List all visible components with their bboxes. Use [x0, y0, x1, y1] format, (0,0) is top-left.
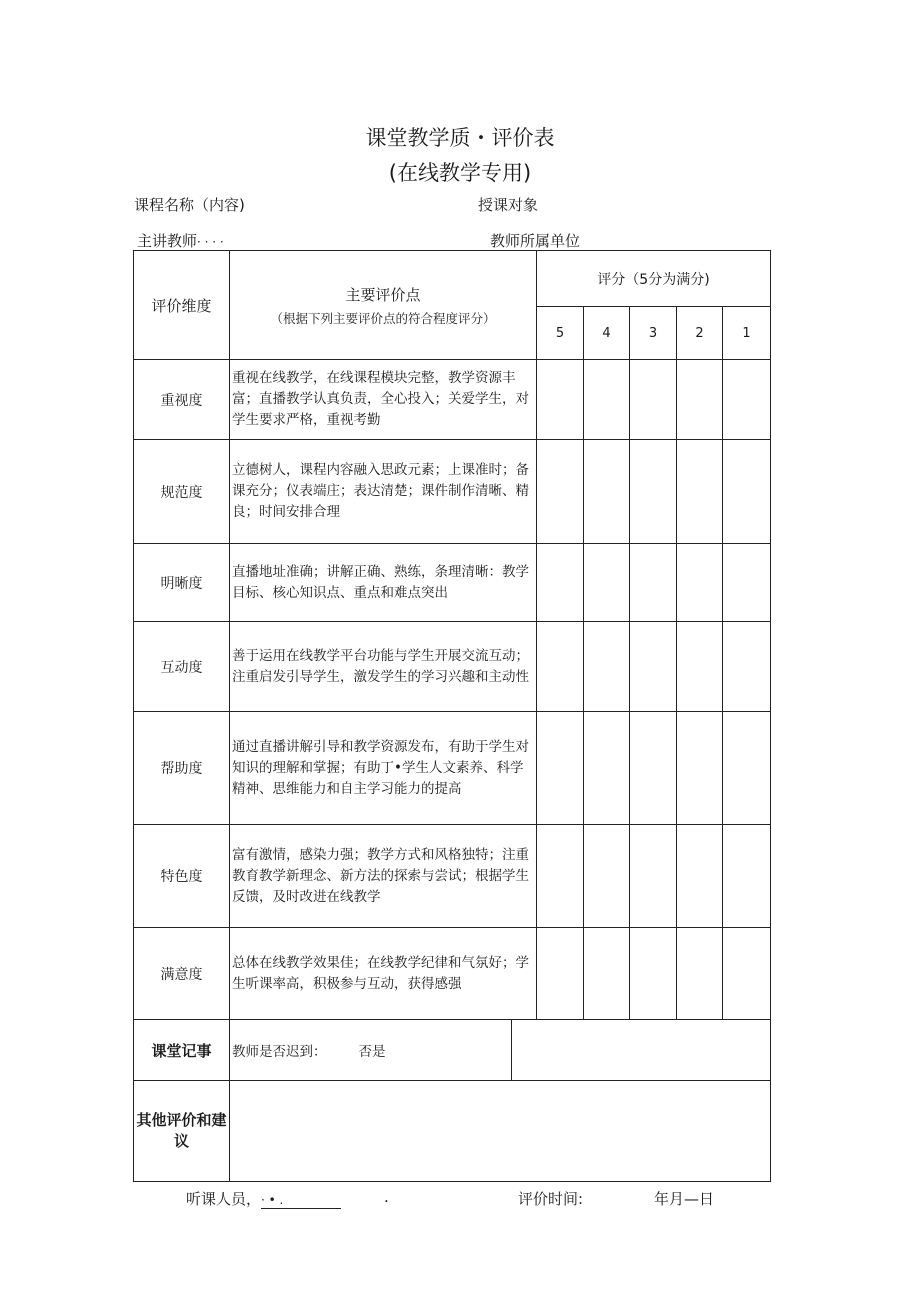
evaluation-point: 富有激情，感染力强；教学方式和风格独特；注重教育教学新理念、新方法的探索与尝试；根据学生反馈，及时改进在线教学 [230, 825, 537, 928]
score-cell-1[interactable] [723, 928, 771, 1020]
teacher-label: 主讲教师 [137, 232, 198, 250]
score-cell-3[interactable] [630, 544, 677, 622]
table-row [134, 825, 771, 928]
table-row [134, 622, 771, 712]
score-cell-5[interactable] [537, 440, 584, 544]
score-cell-1[interactable] [723, 622, 771, 712]
dimension-label: 满意度 [134, 928, 230, 1020]
score-3-header: 3 [630, 307, 677, 360]
score-cell-1[interactable] [723, 360, 771, 440]
score-cell-5[interactable] [537, 825, 584, 928]
other-comments-label: 其他评价和建议 [134, 1081, 230, 1182]
score-cell-1[interactable] [723, 712, 771, 825]
score-header: 评分（5分为满分) [537, 251, 771, 307]
score-cell-3[interactable] [630, 360, 677, 440]
score-cell-4[interactable] [584, 360, 630, 440]
score-4-header: 4 [584, 307, 630, 360]
score-cell-2[interactable] [677, 928, 723, 1020]
table-row [134, 928, 771, 1020]
record-cell [230, 1020, 771, 1081]
evaluation-point: 通过直播讲解引导和教学资源发布，有助于学生对知识的理解和掌握；有助丁•学生人文素养、科学精神、思维能力和自主学习能力的提高 [230, 712, 537, 825]
teacher-input-line[interactable]: · · · · [197, 234, 347, 251]
table-row [134, 360, 771, 440]
evaluation-point: 重视在线教学，在线课程模块完整，教学资源丰富；直播教学认真负责，全心投入；关爱学生，对学生要求严格，重视考勤 [230, 360, 537, 440]
dimension-label: 规范度 [134, 440, 230, 544]
score-cell-4[interactable] [584, 544, 630, 622]
score-cell-5[interactable] [537, 360, 584, 440]
dimension-header: 评价维度 [134, 251, 230, 360]
record-row [134, 1020, 771, 1081]
listener-tail-mark: . [384, 1188, 389, 1206]
score-cell-4[interactable] [584, 928, 630, 1020]
score-cell-5[interactable] [537, 544, 584, 622]
department-label: 教师所属单位 [490, 232, 581, 250]
audience-label: 授课对象 [478, 196, 539, 214]
score-cell-4[interactable] [584, 712, 630, 825]
late-question [230, 1020, 512, 1080]
score-cell-3[interactable] [630, 712, 677, 825]
dimension-label: 明晰度 [134, 544, 230, 622]
score-cell-3[interactable] [630, 622, 677, 712]
score-cell-5[interactable] [537, 928, 584, 1020]
score-cell-4[interactable] [584, 825, 630, 928]
listener-field [186, 1188, 341, 1209]
dimension-label: 特色度 [134, 825, 230, 928]
score-cell-3[interactable] [630, 928, 677, 1020]
score-cell-2[interactable] [677, 360, 723, 440]
score-1-header: 1 [723, 307, 771, 360]
points-header [230, 251, 537, 360]
other-row [134, 1081, 771, 1182]
score-cell-2[interactable] [677, 440, 723, 544]
score-cell-2[interactable] [677, 825, 723, 928]
teacher-field [137, 230, 347, 251]
score-cell-4[interactable] [584, 622, 630, 712]
score-cell-2[interactable] [677, 712, 723, 825]
score-cell-3[interactable] [630, 825, 677, 928]
late-question-text: 教师是否迟到： [232, 1044, 327, 1060]
form-title: 课堂教学质・评价表 [365, 126, 555, 150]
listener-label: 听课人员， [186, 1190, 262, 1208]
evaluation-date[interactable]: 年月—日 [654, 1190, 715, 1208]
points-header-note: （根据下列主要评价点的符合程度评分） [270, 310, 496, 326]
other-comments-area[interactable] [230, 1081, 771, 1182]
dimension-label: 重视度 [134, 360, 230, 440]
score-cell-3[interactable] [630, 440, 677, 544]
evaluation-table [133, 250, 771, 1182]
evaluation-point: 善于运用在线教学平台功能与学生开展交流互动；注重启发引导学生，激发学生的学习兴趣和主动性 [230, 622, 537, 712]
score-cell-5[interactable] [537, 712, 584, 825]
listener-input-line[interactable]: · • . [261, 1192, 341, 1209]
score-cell-2[interactable] [677, 622, 723, 712]
score-cell-2[interactable] [677, 544, 723, 622]
evaluation-time-label: 评价时间: [518, 1190, 584, 1208]
record-label: 课堂记事 [134, 1020, 230, 1081]
record-notes-area[interactable] [512, 1020, 770, 1080]
score-cell-5[interactable] [537, 622, 584, 712]
evaluation-point: 直播地址准确；讲解正确、熟练，条理清晰：教学目标、核心知识点、重点和难点突出 [230, 544, 537, 622]
late-options[interactable]: 否是 [358, 1044, 386, 1060]
score-cell-1[interactable] [723, 440, 771, 544]
score-cell-4[interactable] [584, 440, 630, 544]
table-row [134, 544, 771, 622]
score-cell-1[interactable] [723, 544, 771, 622]
evaluation-point: 总体在线教学效果佳；在线教学纪律和气氛好；学生听课率高，积极参与互动，获得感强 [230, 928, 537, 1020]
score-cell-1[interactable] [723, 825, 771, 928]
course-name-label: 课程名称（内容) [134, 196, 245, 214]
score-5-header: 5 [537, 307, 584, 360]
table-row [134, 440, 771, 544]
dimension-label: 帮助度 [134, 712, 230, 825]
score-2-header: 2 [677, 307, 723, 360]
evaluation-point: 立德树人，课程内容融入思政元素；上课准时；备课充分；仪表端庄；表达清楚；课件制作清晰、精良；时间安排合理 [230, 440, 537, 544]
table-row [134, 712, 771, 825]
form-subtitle: (在线教学专用) [388, 161, 532, 185]
points-header-title: 主要评价点 [345, 285, 421, 304]
dimension-label: 互动度 [134, 622, 230, 712]
